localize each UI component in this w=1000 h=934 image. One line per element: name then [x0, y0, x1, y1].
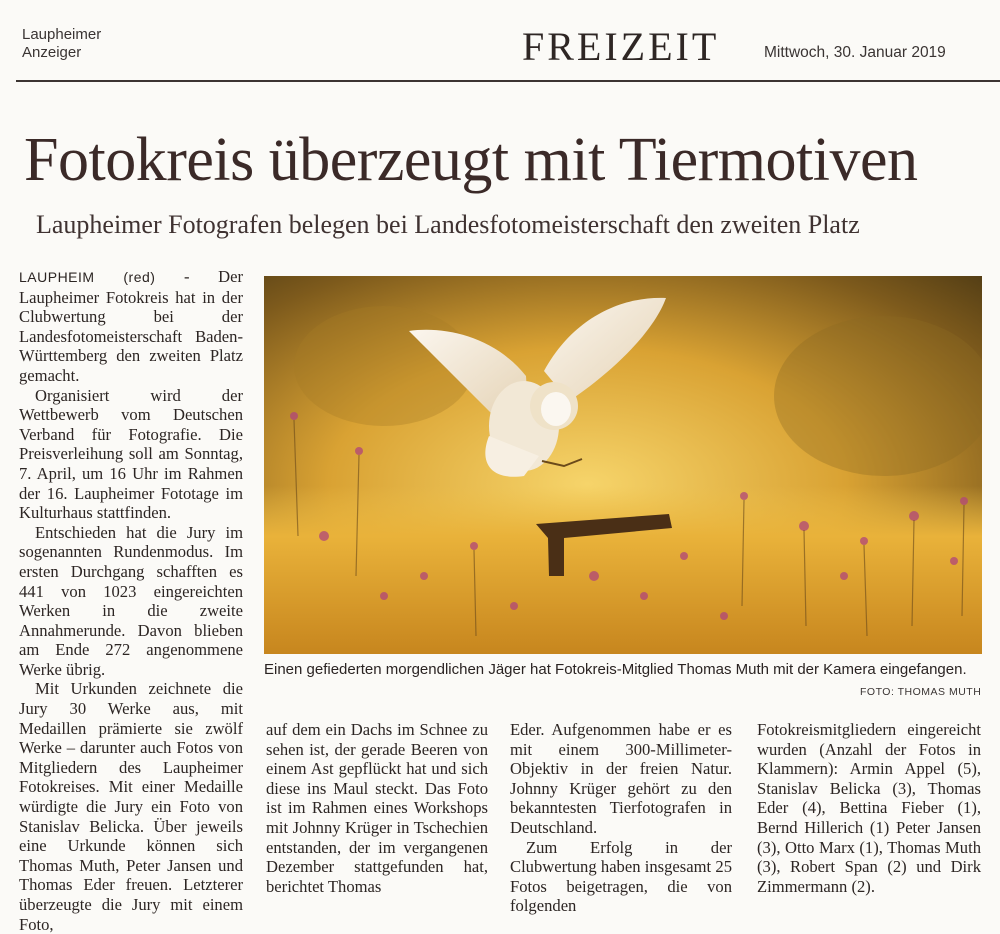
meadow: [264, 486, 982, 654]
publication-name-line1: Laupheimer: [22, 26, 102, 43]
publication-name: [22, 26, 101, 62]
article-paragraph-4: Mit Urkunden zeichnete die Jury 30 Werke aus, mit Medaillen prämierte sie zwölf Werke – darunter auch Fotos von Mitgliedern des Laupheimer Fotokreises. Mit einer Medaille würdigte die Jury ein Foto von Stanislav Belicka. Über jeweils eine Urkunde können sich Thomas Muth, Peter Jansen und Thomas Eder freuen. Letzterer überzeugte die Jury mit einem Foto,: [19, 679, 243, 934]
article-paragraph-2: Organisiert wird der Wettbewerb vom Deutschen Verband für Fotografie. Die Preisverleihung soll am Sonntag, 7. April, um 16 Uhr im Rahmen der 16. Laupheimer Fototage im Kulturhaus stattfinden.: [19, 385, 243, 523]
article-paragraph-3: Entschieden hat die Jury im sogenannten Rundenmodus. Im ersten Durchgang schafften es 441 von 1023 eingereichten Werken in die zweite Annahmerunde. Davon blieben am Ende 272 angenommene Werke übrig.: [19, 522, 243, 679]
owl-photo: [264, 276, 982, 654]
publication-name-line2: Anzeiger: [22, 44, 82, 61]
owl-photo-illustration: [264, 276, 982, 654]
article-subheadline: Laupheimer Fotografen belegen bei Landesfotomeisterschaft den zweiten Platz: [36, 210, 860, 239]
section-title: FREIZEIT: [522, 24, 720, 69]
masthead-divider: [16, 80, 1000, 82]
article-column-3: [510, 720, 732, 916]
paragraph-text: - Der Laupheimer Fotokreis hat in der Clubwertung bei der Landesfotomeisterschaft Baden-Württemberg den zweiten Platz gemacht.: [19, 267, 243, 385]
article-paragraph-8: Fotokreismitgliedern eingereicht wurden (Anzahl der Fotos in Klammern): Armin Appel (5), Stanislav Belicka (3), Thomas Eder (4), Bettina Fieber (1), Bernd Hillerich (1) Peter Jansen (3), Otto Marx (1), Thomas Muth (3), Robert Span (2) und Dirk Zimmermann (2).: [757, 720, 981, 896]
article-column-4: [757, 720, 981, 896]
article-headline: Fotokreis überzeugt mit Tiermotiven: [24, 126, 918, 194]
photo-credit: FOTO: THOMAS MUTH: [860, 686, 982, 698]
dateline: LAUPHEIM (red): [19, 269, 156, 285]
article-paragraph-6: Eder. Aufgenommen habe er es mit einem 300-Millimeter-Objektiv in der freien Natur. Johnny Krüger gehört zu den bekanntesten Tierfotografen in Deutschland.: [510, 720, 732, 837]
article-paragraph-1: [19, 267, 243, 386]
article-column-2: [266, 720, 488, 896]
article-column-1: [19, 267, 243, 934]
article-paragraph-7: Zum Erfolg in der Clubwertung haben insgesamt 25 Fotos beigetragen, die von folgenden: [510, 837, 732, 916]
article-paragraph-5: auf dem ein Dachs im Schnee zu sehen ist, der gerade Beeren von einem Ast gepflückt hat und sich diese ins Maul steckt. Das Foto ist im Rahmen eines Workshops mit Johnny Krüger in Tschechien entstanden, der im vergangenen Dezember stattgefunden hat, berichtet Thomas: [266, 720, 488, 896]
issue-date: Mittwoch, 30. Januar 2019: [764, 44, 946, 61]
photo-caption: Einen gefiederten morgendlichen Jäger hat Fotokreis-Mitglied Thomas Muth mit der Kamera eingefangen.: [264, 661, 967, 678]
